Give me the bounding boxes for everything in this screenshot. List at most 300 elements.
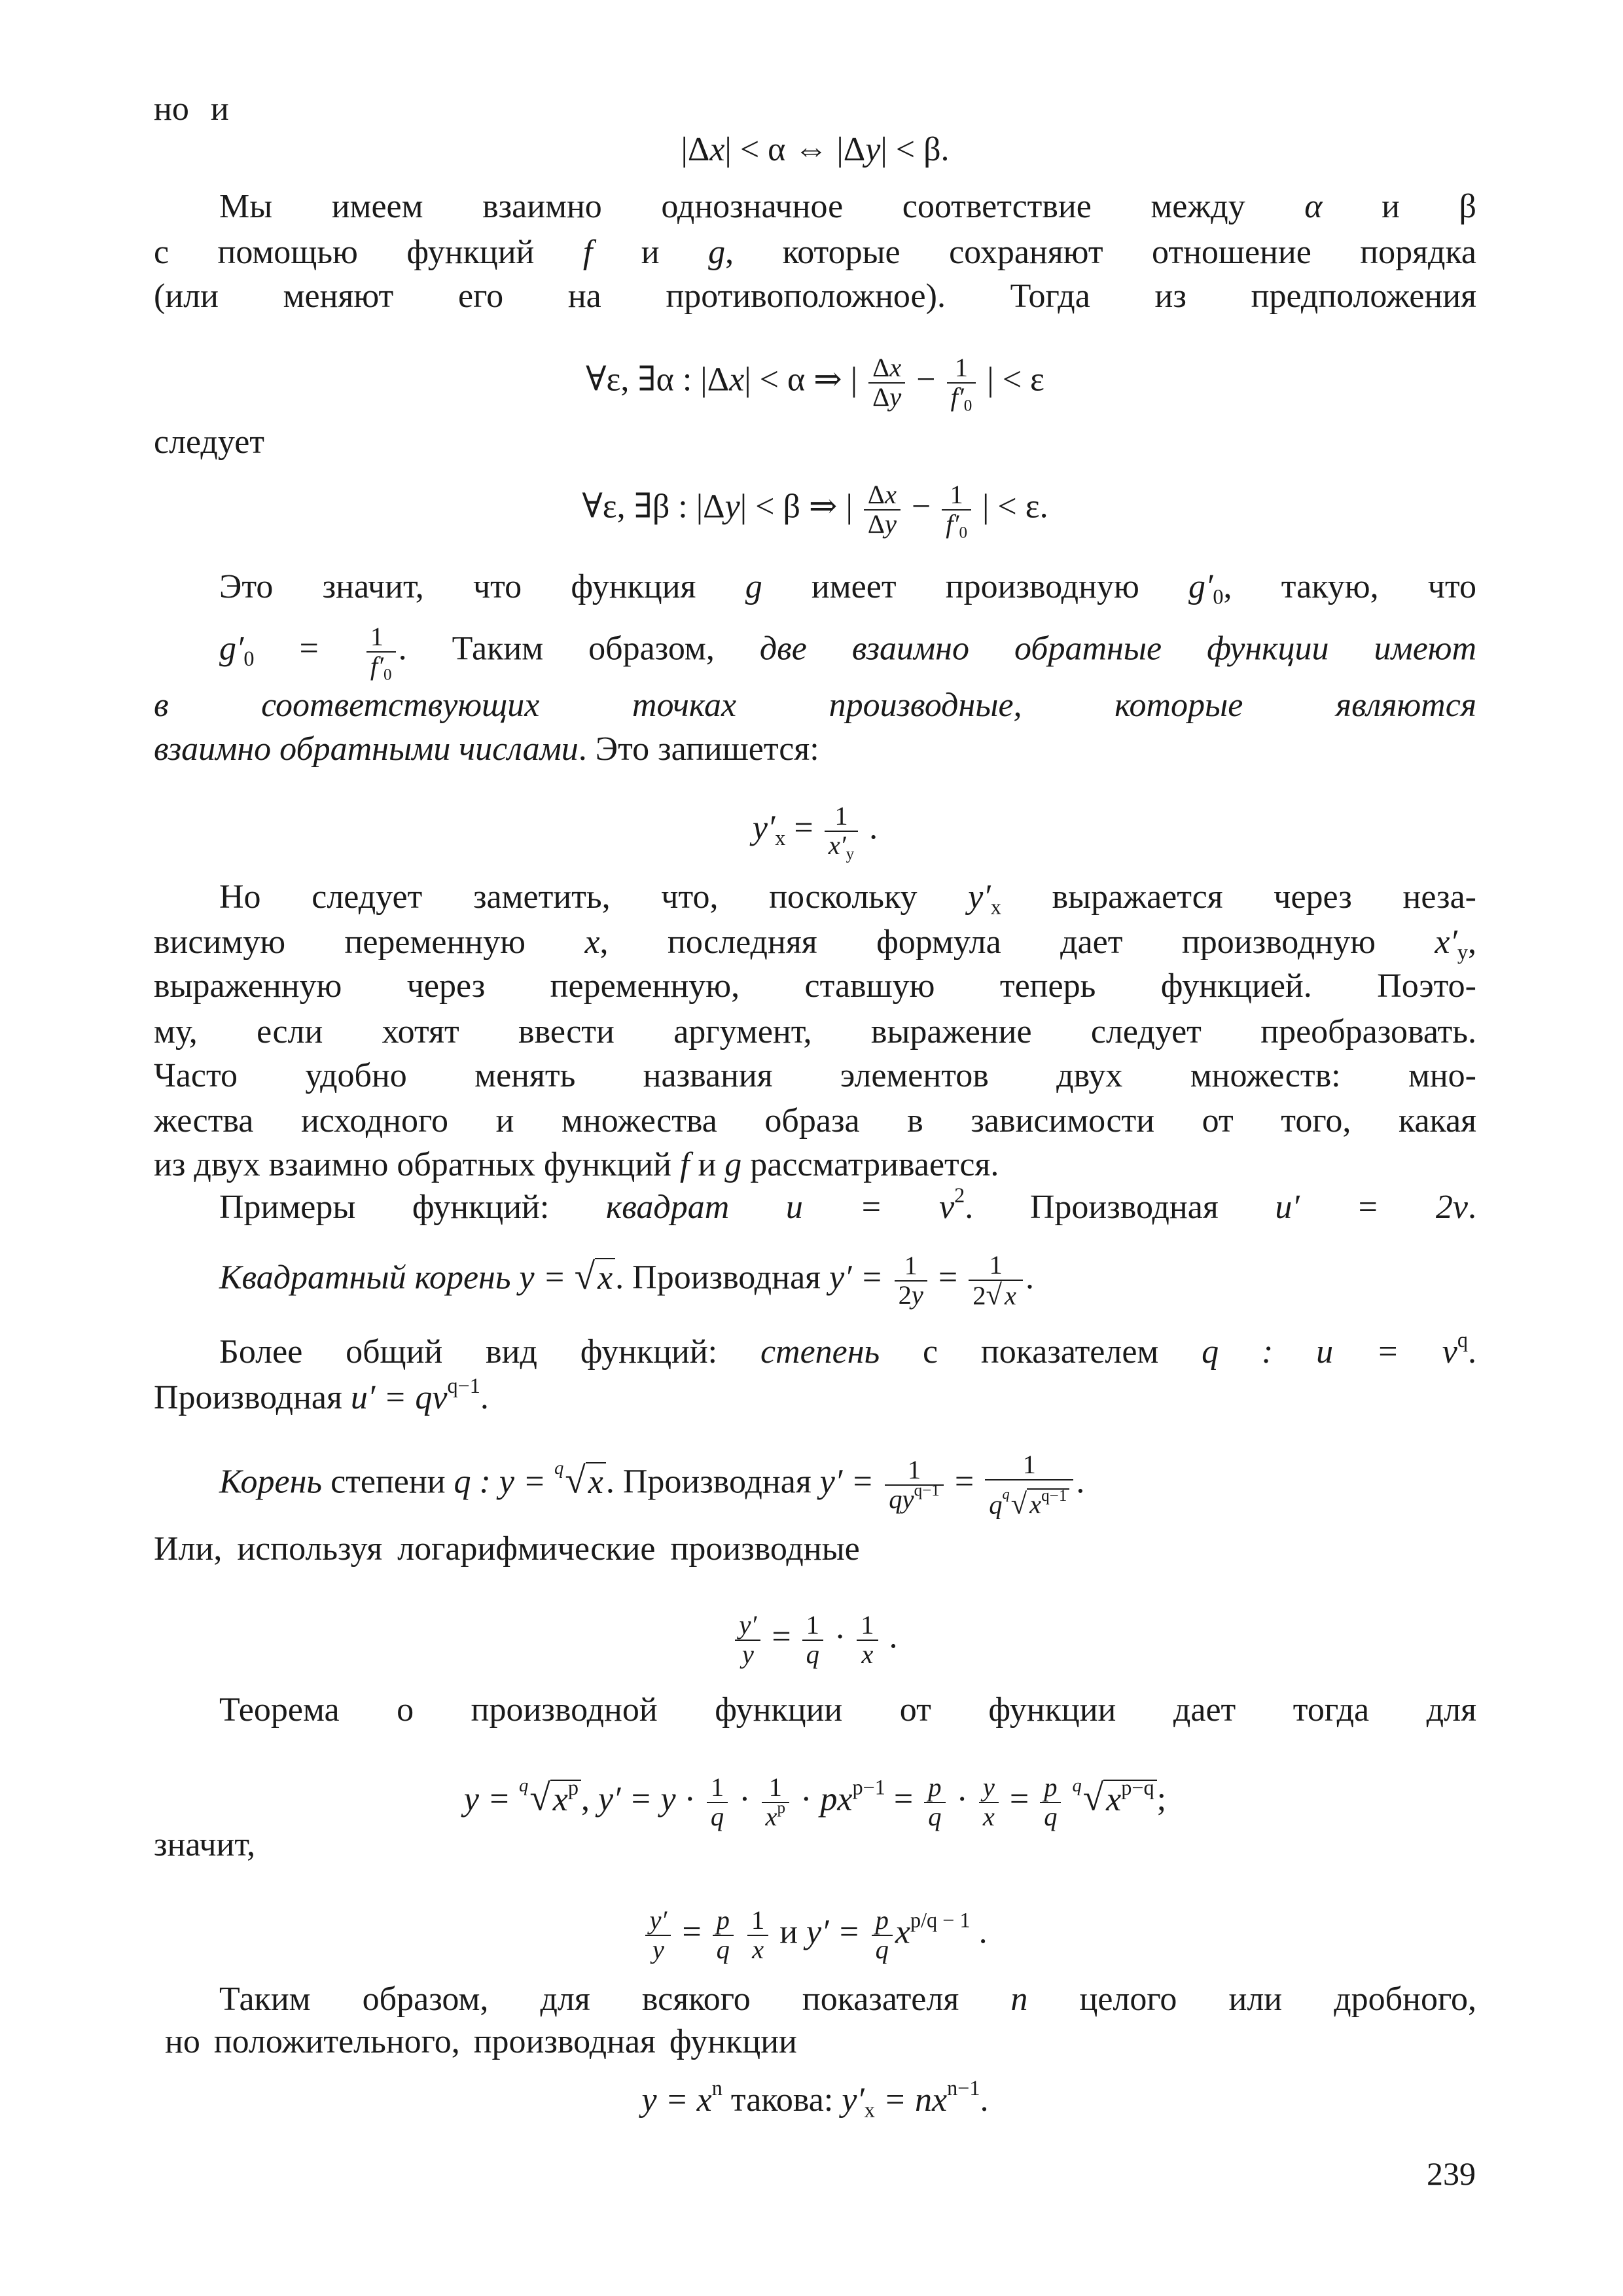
- text-run: [736, 1914, 745, 1951]
- text-run: −: [902, 488, 940, 526]
- text-run: Более общий вид функций:: [219, 1333, 760, 1371]
- text-line: [154, 963, 1476, 1009]
- root-index: q: [519, 1776, 529, 1796]
- denominator: [864, 511, 901, 539]
- denominator: [735, 1641, 760, 1669]
- numerator: [868, 354, 905, 384]
- italic-run: p: [875, 1905, 889, 1935]
- text-run: n−1: [947, 2075, 980, 2100]
- text-run: , такую, что: [1223, 568, 1476, 605]
- text-run: =: [1001, 1780, 1038, 1818]
- text-run: рассматривается.: [741, 1146, 999, 1183]
- italic-run: Корень: [219, 1463, 323, 1501]
- numerator: [979, 1774, 999, 1803]
- fraction: [985, 1451, 1073, 1518]
- text-line: [219, 184, 1476, 230]
- text-line: [154, 1053, 1476, 1099]
- text-run: 0: [1213, 584, 1224, 609]
- text-run: y: [846, 845, 855, 863]
- text-run: Δ: [867, 509, 885, 539]
- text-run: Теорема о производной функции от функции дает тогда для: [219, 1691, 1476, 1729]
- text-line: [154, 86, 1476, 132]
- italic-run: g: [724, 1146, 742, 1183]
- formula: [154, 1611, 1476, 1668]
- text-run: ·: [730, 1780, 759, 1818]
- text-run: . Производная: [615, 1259, 830, 1297]
- text-run: .: [1468, 1333, 1476, 1371]
- text-run: 1: [989, 1250, 1003, 1280]
- denominator: [713, 1936, 734, 1964]
- superscript: [447, 1374, 480, 1397]
- text-run: .: [861, 809, 878, 847]
- text-run: 1: [370, 622, 384, 651]
- text-line: [154, 726, 1476, 772]
- italic-run: q: [716, 1934, 730, 1964]
- radical-sign: √: [529, 1777, 550, 1819]
- text-run: | < β.: [880, 131, 950, 168]
- italic-run: y′ =: [829, 1259, 892, 1297]
- text-run: жества исходного и множества образа в зависимости от того, какая: [154, 1102, 1476, 1139]
- formula: [154, 127, 1476, 173]
- numerator: [895, 1252, 927, 1282]
- text-run: ·: [792, 1780, 821, 1818]
- italic-run: степень: [760, 1333, 880, 1371]
- numerator: [942, 481, 971, 511]
- text-run: Производная: [154, 1379, 351, 1416]
- text-run: ∀ε, ∃β : |Δ: [582, 488, 725, 526]
- subscript: [243, 647, 254, 670]
- text-run: =: [946, 1463, 983, 1501]
- superscript: [1121, 1775, 1154, 1799]
- italic-run: x: [729, 361, 745, 399]
- text-run: q−1: [914, 1481, 940, 1499]
- fraction: [802, 1611, 823, 1668]
- text-run: имеет производную: [762, 568, 1189, 605]
- text-line: [219, 1329, 1476, 1375]
- radical-sign: √: [574, 1255, 596, 1297]
- italic-run: y′: [739, 1610, 757, 1640]
- superscript: [777, 1799, 786, 1817]
- italic-run: y′: [752, 809, 776, 847]
- text-run: и: [689, 1146, 725, 1183]
- radicand: [595, 1258, 615, 1297]
- text-run: Δ: [872, 353, 890, 382]
- radicand: [550, 1775, 581, 1818]
- superscript: [954, 1183, 965, 1207]
- italic-run: px: [820, 1780, 853, 1818]
- text-line: [154, 1526, 1476, 1572]
- text-run: =: [254, 630, 364, 668]
- text-line: [154, 420, 1476, 465]
- text-run: q−1: [1041, 1486, 1067, 1505]
- text-run: 2: [954, 1183, 965, 1207]
- text-run: с показателем: [880, 1333, 1202, 1371]
- text-run: и: [771, 1913, 807, 1951]
- italic-run: в соответствующих точках производные, которые являются: [154, 687, 1476, 724]
- italic-run: q: [806, 1639, 819, 1669]
- text-run: выражается через неза-: [1001, 878, 1476, 916]
- italic-run: y′: [842, 2081, 865, 2119]
- italic-run: y′ =: [806, 1913, 869, 1951]
- fraction: [713, 1907, 734, 1964]
- text-line: [219, 1251, 1476, 1310]
- italic-run: x: [752, 1934, 764, 1964]
- text-run: =: [885, 1780, 922, 1818]
- numerator: [985, 1451, 1073, 1480]
- radical: [1002, 1480, 1069, 1519]
- fraction: [868, 354, 905, 411]
- text-run: .: [1468, 1189, 1477, 1226]
- italic-run: x: [597, 1259, 613, 1297]
- text-run: 0: [243, 647, 255, 671]
- numerator: [872, 1907, 893, 1936]
- italic-run: x′: [828, 830, 846, 860]
- text-run: [1063, 1781, 1072, 1818]
- italic-run: y′ =: [819, 1463, 883, 1501]
- formula: [154, 1763, 1476, 1831]
- radical: [986, 1278, 1019, 1311]
- numerator: [747, 1907, 768, 1936]
- text-run: Но следует заметить, что, поскольку: [219, 878, 969, 916]
- text-run: ,: [580, 1780, 598, 1818]
- text-run: =: [929, 1259, 967, 1297]
- text-run: (или меняют его на противоположное). Тогда из предположения: [154, 278, 1476, 315]
- superscript: [712, 2076, 722, 2100]
- italic-run: q : u = v: [1202, 1333, 1457, 1371]
- subscript: [991, 895, 1001, 919]
- text-run: 1: [751, 1905, 765, 1935]
- text-run: q: [1457, 1327, 1468, 1352]
- text-run: выраженную через переменную, ставшую теперь функцией. Поэто-: [154, 967, 1476, 1005]
- italic-run: x: [884, 480, 897, 509]
- denominator: [825, 830, 858, 863]
- italic-run: u′ = qv: [350, 1379, 448, 1416]
- text-run: 1: [861, 1610, 874, 1640]
- fraction: [864, 481, 901, 538]
- text-run: такова:: [722, 2081, 842, 2119]
- text-run: 0: [959, 524, 967, 542]
- text-run: x: [864, 2098, 875, 2122]
- radical-sign: √: [565, 1460, 586, 1501]
- fraction: [735, 1611, 760, 1668]
- superscript: [568, 1775, 579, 1799]
- text-run: .: [980, 2081, 989, 2119]
- numerator: [713, 1907, 734, 1936]
- subscript: [1213, 585, 1223, 609]
- radicand: [1027, 1488, 1069, 1519]
- fraction: [947, 353, 976, 415]
- denominator: [645, 1936, 671, 1964]
- italic-run: p: [1044, 1772, 1058, 1803]
- formula: [154, 480, 1476, 542]
- italic-run: g: [745, 568, 762, 605]
- denominator: [885, 1481, 944, 1514]
- fraction: [857, 1611, 878, 1668]
- numerator: [825, 802, 858, 832]
- italic-run: y: [652, 1934, 664, 1964]
- text-run: ;: [1156, 1780, 1167, 1818]
- italic-run: x: [552, 1780, 568, 1818]
- subscript: [1457, 941, 1468, 964]
- italic-run: y: [865, 131, 881, 168]
- italic-run: α: [1304, 188, 1323, 225]
- text-run: с помощью функций: [154, 234, 583, 271]
- fraction: [645, 1907, 671, 1964]
- italic-run: f′: [950, 382, 964, 412]
- text-run: Или, используя логарифмические производные: [154, 1530, 860, 1568]
- text-run: ·: [825, 1618, 855, 1656]
- numerator: [366, 623, 396, 653]
- text-line: [219, 564, 1476, 610]
- text-run: 1: [950, 480, 963, 509]
- text-run: 0: [383, 666, 392, 684]
- text-run: p−q: [1121, 1775, 1154, 1799]
- text-run: . Это запишется:: [578, 730, 819, 768]
- text-line: [154, 1375, 1476, 1421]
- italic-run: q: [928, 1801, 942, 1831]
- text-run: 2: [898, 1280, 912, 1310]
- italic-run: f: [582, 234, 593, 271]
- text-run: =: [785, 809, 822, 847]
- text-line: [154, 230, 1476, 276]
- text-run: степени: [322, 1463, 454, 1501]
- text-run: .: [880, 1618, 898, 1656]
- text-run: ·: [675, 1780, 704, 1818]
- text-run: значит,: [154, 1826, 256, 1863]
- text-run: . Производная: [965, 1189, 1275, 1226]
- numerator: [969, 1251, 1023, 1281]
- italic-run: x: [584, 924, 600, 961]
- text-run: 1: [1022, 1449, 1036, 1479]
- fraction: [366, 622, 396, 684]
- text-run: 0: [963, 397, 972, 415]
- text-run: .: [1076, 1463, 1085, 1501]
- subscript: [383, 666, 392, 683]
- italic-run: x′: [1435, 924, 1457, 961]
- text-run: 1: [954, 353, 969, 382]
- italic-run: x: [709, 131, 725, 168]
- numerator: [735, 1611, 760, 1641]
- text-run: , которые сохраняют отношение порядка: [725, 234, 1477, 271]
- text-run: 1: [834, 801, 848, 831]
- text-run: p/q − 1: [910, 1908, 971, 1932]
- text-line: [219, 1446, 1476, 1518]
- superscript: [910, 1908, 971, 1931]
- numerator: [924, 1774, 945, 1803]
- italic-run: y: [982, 1772, 995, 1803]
- denominator: [895, 1282, 927, 1310]
- text-run: му, если хотят ввести аргумент, выражение следует преобразовать.: [154, 1013, 1476, 1050]
- formula: [154, 2077, 1476, 2123]
- text-line: [219, 1185, 1476, 1230]
- subscript: [959, 524, 967, 541]
- text-run: 1: [904, 1251, 918, 1280]
- radical-sign: √: [1082, 1777, 1104, 1819]
- italic-run: x: [895, 1913, 910, 1951]
- italic-run: x: [765, 1801, 777, 1831]
- text-run: |Δ: [681, 131, 710, 168]
- italic-run: x: [588, 1463, 603, 1501]
- italic-run: f′: [946, 509, 959, 539]
- italic-run: q: [989, 1489, 1003, 1519]
- fraction: [747, 1907, 768, 1964]
- superscript: [1457, 1328, 1468, 1352]
- italic-run: f′: [370, 651, 383, 681]
- italic-run: p: [716, 1905, 730, 1935]
- text-line: [219, 622, 1476, 684]
- italic-run: qy: [889, 1484, 914, 1514]
- formula: [154, 353, 1476, 415]
- text-run: Часто удобно менять названия элементов двух множеств: мно-: [154, 1057, 1476, 1094]
- italic-run: y: [911, 1280, 923, 1310]
- text-run: . Производная: [605, 1463, 820, 1501]
- italic-run: y: [884, 509, 897, 539]
- text-run: −: [908, 361, 944, 399]
- fraction: [825, 801, 858, 863]
- italic-run: n: [1010, 1981, 1028, 2018]
- text-line: [154, 274, 1476, 319]
- fraction: [969, 1251, 1023, 1310]
- text-run: ∀ε, ∃α : |Δ: [586, 361, 730, 399]
- root-index: q: [1002, 1485, 1010, 1502]
- italic-run: = nx: [874, 2081, 948, 2119]
- italic-run: g′: [219, 630, 244, 668]
- italic-run: y′: [649, 1905, 668, 1935]
- italic-run: взаимно обратными числами: [154, 730, 579, 768]
- root-index: q: [554, 1458, 564, 1479]
- radical: [1072, 1763, 1156, 1823]
- text-run: следует: [154, 423, 264, 461]
- numerator: [857, 1611, 878, 1641]
- radical-sign: √: [1010, 1486, 1027, 1520]
- text-run: ·: [948, 1780, 976, 1818]
- text-run: p: [567, 1775, 579, 1799]
- text-run: и β: [1322, 188, 1476, 225]
- numerator: [947, 354, 976, 384]
- denominator: [366, 651, 396, 684]
- text-run: 1: [907, 1455, 921, 1485]
- fraction: [872, 1907, 893, 1964]
- italic-run: g: [708, 234, 726, 271]
- italic-run: g′: [1188, 568, 1213, 605]
- text-line: [219, 1687, 1476, 1733]
- text-run: | < α ⇒ |: [744, 361, 866, 399]
- numerator: [645, 1907, 671, 1936]
- italic-run: p: [928, 1772, 942, 1803]
- text-run: .: [1026, 1259, 1034, 1297]
- italic-run: y: [889, 382, 902, 412]
- denominator: [942, 509, 971, 542]
- italic-run: x: [889, 353, 902, 382]
- text-run: 1: [768, 1772, 782, 1803]
- italic-run: y′: [968, 878, 991, 916]
- text-line: [154, 1098, 1476, 1144]
- superscript: [853, 1775, 885, 1799]
- subscript: [775, 826, 785, 850]
- fraction: [942, 480, 971, 542]
- superscript: [947, 2076, 980, 2100]
- fraction: [895, 1252, 927, 1309]
- text-run: Таким образом, для всякого показателя: [219, 1981, 1011, 2018]
- italic-run: квадрат u = v: [605, 1189, 955, 1226]
- italic-run: f: [680, 1146, 690, 1183]
- text-run: Δ: [872, 382, 890, 412]
- text-run: ,: [1468, 924, 1476, 961]
- text-run: но и: [154, 90, 229, 128]
- radical: [554, 1446, 606, 1505]
- superscript: [914, 1482, 940, 1499]
- italic-run: q: [1044, 1801, 1058, 1831]
- text-run: p−1: [852, 1775, 885, 1799]
- text-run: , последняя формула дает производную: [599, 924, 1435, 961]
- text-run: p: [777, 1799, 786, 1817]
- subscript: [865, 2098, 875, 2122]
- text-line: [219, 1977, 1476, 2022]
- text-run: целого или дробного,: [1027, 1981, 1476, 2018]
- radicand: [1103, 1775, 1157, 1818]
- italic-run: y′ = y: [597, 1780, 676, 1818]
- formula: [154, 801, 1476, 863]
- numerator: [864, 481, 901, 511]
- text-run: | < ε.: [974, 488, 1048, 526]
- radicand: [586, 1462, 606, 1501]
- text-run: Δ: [867, 480, 885, 509]
- text-line: [154, 1822, 1476, 1868]
- fraction: [885, 1456, 944, 1513]
- text-run: =: [673, 1913, 710, 1951]
- denominator: [969, 1278, 1023, 1311]
- text-run: | < ε: [978, 361, 1044, 399]
- denominator: [947, 382, 976, 415]
- text-run: | < β ⇒ |: [740, 488, 861, 526]
- italic-run: u′ = 2v: [1275, 1189, 1469, 1226]
- italic-run: y: [741, 1639, 754, 1669]
- numerator: [802, 1611, 823, 1641]
- denominator: [857, 1641, 878, 1669]
- italic-run: y: [724, 488, 740, 526]
- text-run: q−1: [447, 1373, 480, 1397]
- text-run: =: [763, 1618, 800, 1656]
- text-run: | < α ⇔ |Δ: [724, 131, 866, 168]
- text-run: и: [592, 234, 709, 271]
- numerator: [707, 1774, 728, 1803]
- text-run: Мы имеем взаимно однозначное соответствие между: [219, 188, 1305, 225]
- text-run: Примеры функций:: [219, 1189, 606, 1226]
- text-run: x: [775, 826, 786, 850]
- denominator: [868, 384, 905, 412]
- denominator: [872, 1936, 893, 1964]
- italic-run: x: [1106, 1780, 1122, 1818]
- formula: [154, 1907, 1476, 1964]
- superscript: [1041, 1487, 1067, 1505]
- text-run: .: [970, 1913, 988, 1951]
- italic-run: q : y =: [454, 1463, 555, 1501]
- subscript: [964, 397, 972, 414]
- italic-run: x: [1005, 1280, 1016, 1310]
- radicand: [1002, 1280, 1019, 1310]
- italic-run: две взаимно обратные функции имеют: [759, 630, 1476, 668]
- text-line: [154, 1142, 1476, 1188]
- text-run: 1: [710, 1772, 724, 1803]
- italic-run: x: [861, 1639, 874, 1669]
- text-run: x: [990, 895, 1001, 919]
- text-line: [165, 2019, 797, 2065]
- page-number: 239: [1427, 2155, 1476, 2192]
- italic-run: q: [710, 1801, 724, 1831]
- italic-run: q: [875, 1934, 889, 1964]
- denominator: [802, 1641, 823, 1669]
- numerator: [1040, 1774, 1061, 1803]
